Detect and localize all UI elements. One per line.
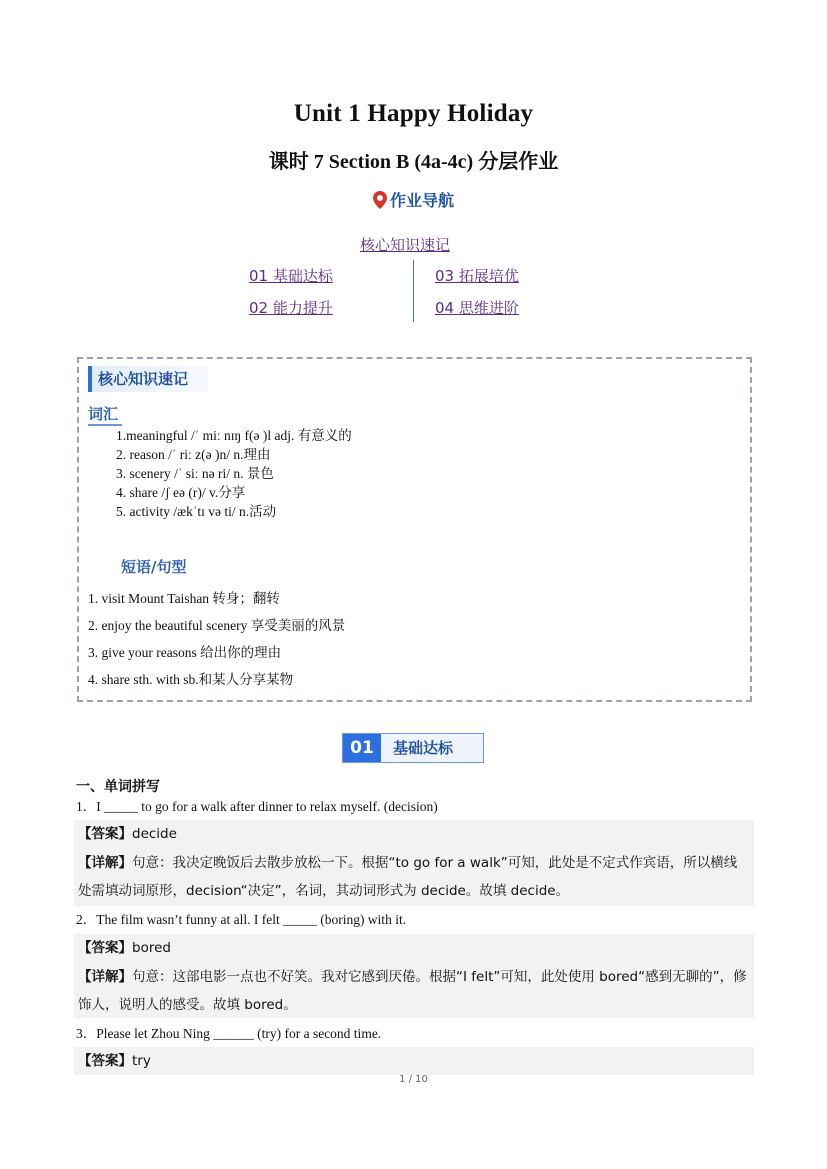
section-number: 01 [343,734,381,762]
vocab-item: 2. reason /ˈ riː z(ə )n/ n.理由 [116,447,271,462]
section-01-badge [342,733,484,763]
page-title: Unit 1 Happy Holiday [293,100,534,127]
nav-divider [413,260,414,322]
location-pin-icon [373,191,387,209]
core-knowledge-badge: 核心知识速记 [88,366,208,392]
nav-link-01[interactable]: 01 基础达标 [249,267,333,285]
vocab-item: 5. activity /ækˈtɪ və ti/ n.活动 [116,504,277,519]
answer-value: bored [132,940,171,956]
nav-heading-label: 作业导航 [389,191,454,210]
question-2: 2．The film wasn’t funny at all. I felt _____ (boring) with it. [76,912,407,927]
answer-value: try [132,1053,151,1069]
detail-text: 句意：这部电影一点也不好笑。我对它感到厌倦。根据“I felt”可知，此处使用 bored“感到无聊的”，修饰人，说明人的感受。故填 bored。 [78,969,747,1013]
question-3: 3．Please let Zhou Ning ______ (try) for a second time. [76,1026,382,1041]
page-number: 1 / 10 [399,1074,428,1085]
nav-link-04[interactable]: 04 思维进阶 [435,299,519,317]
answer-tag: 【答案】 [78,1053,132,1069]
nav-link-core[interactable]: 核心知识速记 [360,236,451,254]
detail-tag: 【详解】 [78,855,132,871]
detail-2 [74,962,754,1018]
detail-tag: 【详解】 [78,969,132,985]
section-label: 基础达标 [393,739,454,757]
answer-1 [74,820,754,848]
question-1: 1．I _____ to go for a walk after dinner to relax myself. (decision) [76,799,438,814]
vocab-item: 1.meaningful /ˈ miː nɪŋ f(ə )l adj. 有意义的 [116,428,352,443]
answer-tag: 【答案】 [78,826,132,842]
detail-1 [74,848,754,906]
answer-tag: 【答案】 [78,940,132,956]
phrase-item: 3. give your reasons 给出你的理由 [88,645,282,660]
vocab-heading: 词汇 [88,403,122,426]
vocab-item: 3. scenery /ˈ siː nə ri/ n. 景色 [116,466,274,481]
vocab-item: 4. share /ʃ eə (r)/ v.分享 [116,485,246,500]
phrase-heading: 短语/句型 [121,558,187,576]
homework-nav-heading [0,188,827,211]
detail-text: 句意：我决定晚饭后去散步放松一下。根据“to go for a walk”可知，此处是不定式作宾语，所以横线处需填动词原形，decision“决定”，名词，其动词形式为 decide。故填 decide。 [78,855,738,899]
nav-link-02[interactable]: 02 能力提升 [249,299,333,317]
answer-value: decide [132,826,177,842]
phrase-item: 2. enjoy the beautiful scenery 享受美丽的风景 [88,618,346,633]
phrase-item: 4. share sth. with sb.和某人分享某物 [88,672,294,687]
nav-link-03[interactable]: 03 拓展培优 [435,267,519,285]
part-heading: 一、单词拼写 [76,779,160,795]
phrase-item: 1. visit Mount Taishan 转身；翻转 [88,591,280,606]
answer-2 [74,934,754,962]
page-subtitle: 课时 7 Section B (4a-4c) 分层作业 [268,151,559,173]
answer-3 [74,1047,754,1075]
